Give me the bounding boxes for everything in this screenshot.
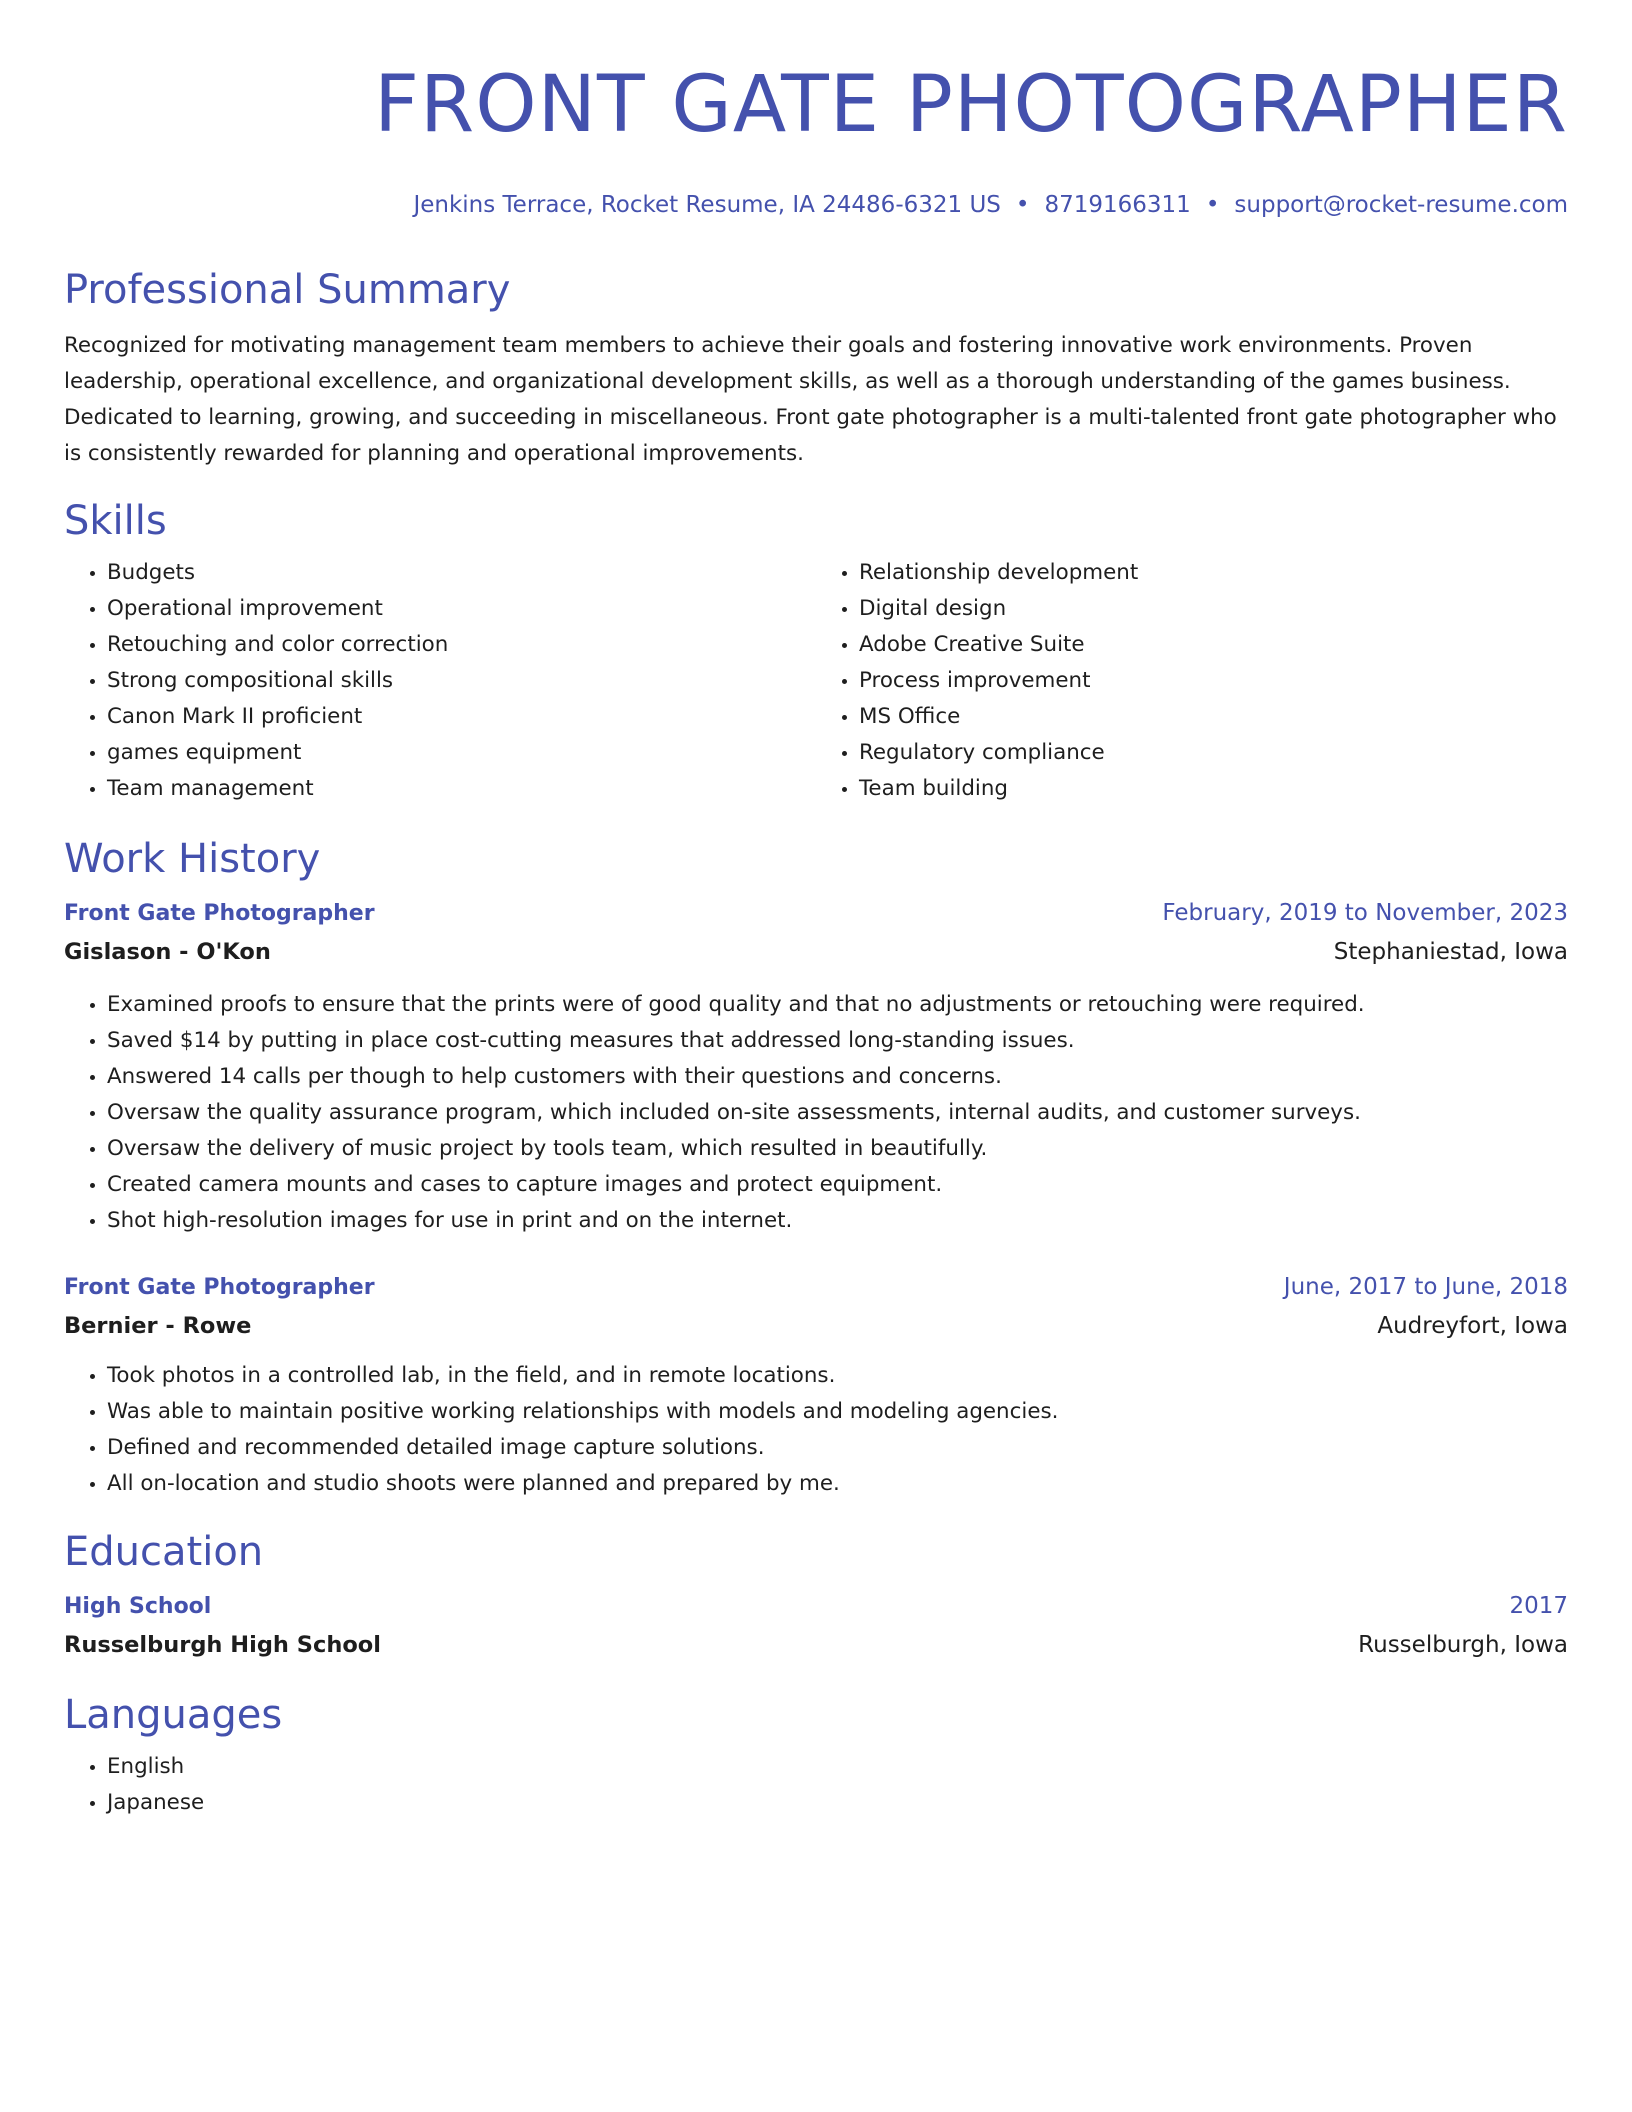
contact-line bbox=[64, 190, 1568, 220]
list-item: • Strong compositional skills bbox=[107, 663, 816, 699]
degree: High School bbox=[64, 1594, 212, 1619]
list-item: • Process improvement bbox=[859, 663, 1568, 699]
school-name: Russelburgh High School bbox=[64, 1632, 381, 1658]
company-name: Gislason - O'Kon bbox=[64, 939, 271, 965]
skills-list bbox=[64, 555, 1568, 807]
list-item: • Team management bbox=[107, 771, 816, 807]
skills-column-left bbox=[64, 555, 816, 807]
list-item: • Shot high-resolution images for use in print and on the internet. bbox=[107, 1203, 1568, 1239]
list-item: • Operational improvement bbox=[107, 591, 816, 627]
list-item: • Examined proofs to ensure that the prints were of good quality and that no adjustments or retouching were required. bbox=[107, 987, 1568, 1023]
job-location: Audreyfort, Iowa bbox=[1377, 1313, 1568, 1339]
skills-heading: Skills bbox=[64, 498, 167, 544]
education-heading: Education bbox=[64, 1529, 264, 1575]
list-item: • Japanese bbox=[107, 1785, 1568, 1821]
languages-heading: Languages bbox=[64, 1692, 283, 1738]
candidate-name: FRONT GATE PHOTOGRAPHER bbox=[374, 60, 1568, 150]
list-item: • Digital design bbox=[859, 591, 1568, 627]
list-item: • Answered 14 calls per though to help customers with their questions and concerns. bbox=[107, 1059, 1568, 1095]
list-item: • Relationship development bbox=[859, 555, 1568, 591]
job-entry bbox=[64, 1269, 1568, 1502]
education-entry bbox=[64, 1588, 1568, 1663]
graduation-year: 2017 bbox=[1509, 1593, 1568, 1619]
job-bullets bbox=[64, 1358, 1568, 1502]
work-history-heading: Work History bbox=[64, 836, 321, 882]
company-name: Bernier - Rowe bbox=[64, 1313, 252, 1339]
list-item: • games equipment bbox=[107, 735, 816, 771]
job-entry bbox=[64, 895, 1568, 1239]
summary-heading: Professional Summary bbox=[64, 267, 511, 313]
list-item: • Retouching and color correction bbox=[107, 627, 816, 663]
address: Jenkins Terrace, Rocket Resume, IA 24486-6321 US bbox=[413, 192, 1001, 218]
list-item: • Was able to maintain positive working relationships with models and modeling agencies. bbox=[107, 1394, 1568, 1430]
resume-page bbox=[64, 0, 1568, 1821]
phone: 8719166311 bbox=[1044, 192, 1191, 218]
job-title: Front Gate Photographer bbox=[64, 1275, 375, 1300]
list-item: • Defined and recommended detailed image capture solutions. bbox=[107, 1430, 1568, 1466]
job-dates: February, 2019 to November, 2023 bbox=[1162, 900, 1568, 926]
list-item: • Created camera mounts and cases to capture images and protect equipment. bbox=[107, 1167, 1568, 1203]
list-item: • Oversaw the quality assurance program, which included on-site assessments, internal audits, and customer surveys. bbox=[107, 1095, 1568, 1131]
job-title: Front Gate Photographer bbox=[64, 901, 375, 926]
list-item: • Saved $14 by putting in place cost-cutting measures that addressed long-standing issues. bbox=[107, 1023, 1568, 1059]
summary-text: Recognized for motivating management team members to achieve their goals and fostering innovative work environments. Proven leadership, operational excellence, and organizational development skills, as well as a thorough understanding of the games business. Dedicated to learning, growing, and succeeding in miscellaneous. Front gate photographer is a multi-talented front gate photographer who is consistently rewarded for planning and operational improvements. bbox=[64, 333, 1557, 466]
job-dates: June, 2017 to June, 2018 bbox=[1283, 1274, 1568, 1300]
separator: • bbox=[1015, 192, 1030, 218]
list-item: • All on-location and studio shoots were planned and prepared by me. bbox=[107, 1466, 1568, 1502]
email-link[interactable]: support@rocket-resume.com bbox=[1234, 192, 1568, 218]
job-location: Stephaniestad, Iowa bbox=[1333, 939, 1568, 965]
list-item: • Canon Mark II proficient bbox=[107, 699, 816, 735]
list-item: • MS Office bbox=[859, 699, 1568, 735]
list-item: • Team building bbox=[859, 771, 1568, 807]
languages-list bbox=[64, 1749, 1568, 1821]
school-location: Russelburgh, Iowa bbox=[1358, 1632, 1568, 1658]
separator: • bbox=[1205, 192, 1220, 218]
list-item: • Took photos in a controlled lab, in the field, and in remote locations. bbox=[107, 1358, 1568, 1394]
skills-column-right bbox=[816, 555, 1568, 807]
list-item: • English bbox=[107, 1749, 1568, 1785]
list-item: • Adobe Creative Suite bbox=[859, 627, 1568, 663]
job-bullets bbox=[64, 987, 1568, 1239]
list-item: • Budgets bbox=[107, 555, 816, 591]
list-item: • Regulatory compliance bbox=[859, 735, 1568, 771]
list-item: • Oversaw the delivery of music project by tools team, which resulted in beautifully. bbox=[107, 1131, 1568, 1167]
